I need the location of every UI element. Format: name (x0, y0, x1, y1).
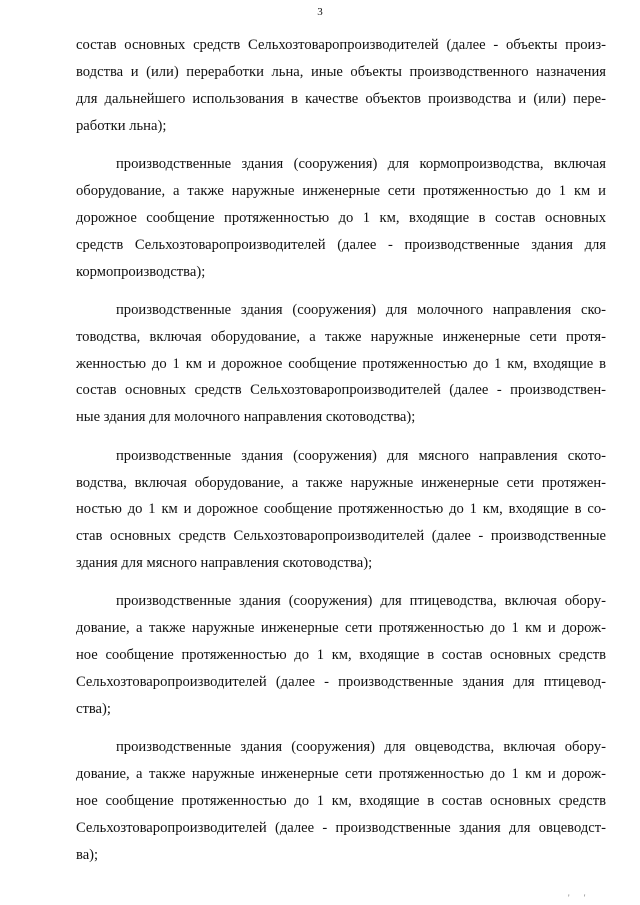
text-line: для дальнейшего использования в качестве объектов производства и (или) пере- (76, 90, 606, 107)
text-line: производственные здания (сооружения) для мясного направления ското- (116, 447, 606, 464)
paragraph-5 (76, 588, 606, 722)
text-line: женностью до 1 км и дорожное сообщение протяженностью до 1 км, входящие в (76, 355, 606, 372)
text-line: производственные здания (сооружения) для молочного направления ско- (116, 301, 606, 318)
text-line: дование, а также наружные инженерные сети протяженностью до 1 км и дорож- (76, 766, 606, 783)
page-number: 3 (317, 6, 323, 18)
text-line: ные здания для молочного направления скотоводства); (76, 409, 416, 426)
text-line: дование, а также наружные инженерные сети протяженностью до 1 км и дорож- (76, 620, 606, 637)
text-line: водства, включая оборудование, а также наружные инженерные сети протяжен- (76, 474, 606, 491)
text-line: водства и (или) переработки льна, иные объекты производственного назначения (76, 63, 606, 80)
corner-marks: ' ' (568, 893, 592, 903)
paragraph-6 (76, 734, 606, 868)
paragraph-2 (76, 151, 606, 285)
text-line: став основных средств Сельхозтоваропроизводителей (далее - производственные (76, 528, 606, 545)
text-line: работки льна); (76, 117, 167, 134)
text-line: производственные здания (сооружения) для овцеводства, включая обору- (116, 739, 606, 756)
text-line: средств Сельхозтоваропроизводителей (далее - производственные здания для (76, 236, 606, 253)
text-line: Сельхозтоваропроизводителей (далее - производственные здания для овцеводст- (76, 820, 606, 836)
text-line: ва); (76, 846, 99, 863)
paragraph-1 (76, 32, 606, 140)
text-line: состав основных средств Сельхозтоваропроизводителей (далее - производствен- (76, 382, 606, 399)
text-line: товодства, включая оборудование, а также наружные инженерные сети протя- (76, 328, 606, 345)
text-line: ностью до 1 км и дорожное сообщение протяженностью до 1 км, входящие в со- (76, 501, 606, 518)
paragraph-4 (76, 443, 606, 577)
text-line: ное сообщение протяженностью до 1 км, входящие в состав основных средств (76, 793, 606, 810)
text-line: ства); (76, 701, 111, 718)
text-line: ное сообщение протяженностью до 1 км, входящие в состав основных средств (76, 647, 606, 664)
paragraph-3 (76, 297, 606, 431)
text-line: производственные здания (сооружения) для кормопроизводства, включая (116, 155, 606, 172)
text-line: здания для мясного направления скотоводства); (76, 555, 373, 572)
text-line: кормопроизводства); (76, 263, 206, 280)
text-line: состав основных средств Сельхозтоваропроизводителей (далее - объекты произ- (76, 37, 606, 53)
text-line: производственные здания (сооружения) для птицеводства, включая обору- (116, 593, 606, 610)
text-line: оборудование, а также наружные инженерные сети протяженностью до 1 км и (76, 182, 606, 199)
text-line: Сельхозтоваропроизводителей (далее - производственные здания для птицевод- (76, 674, 606, 691)
body-text (76, 32, 606, 869)
text-line: дорожное сообщение протяженностью до 1 км, входящие в состав основных (76, 209, 606, 226)
